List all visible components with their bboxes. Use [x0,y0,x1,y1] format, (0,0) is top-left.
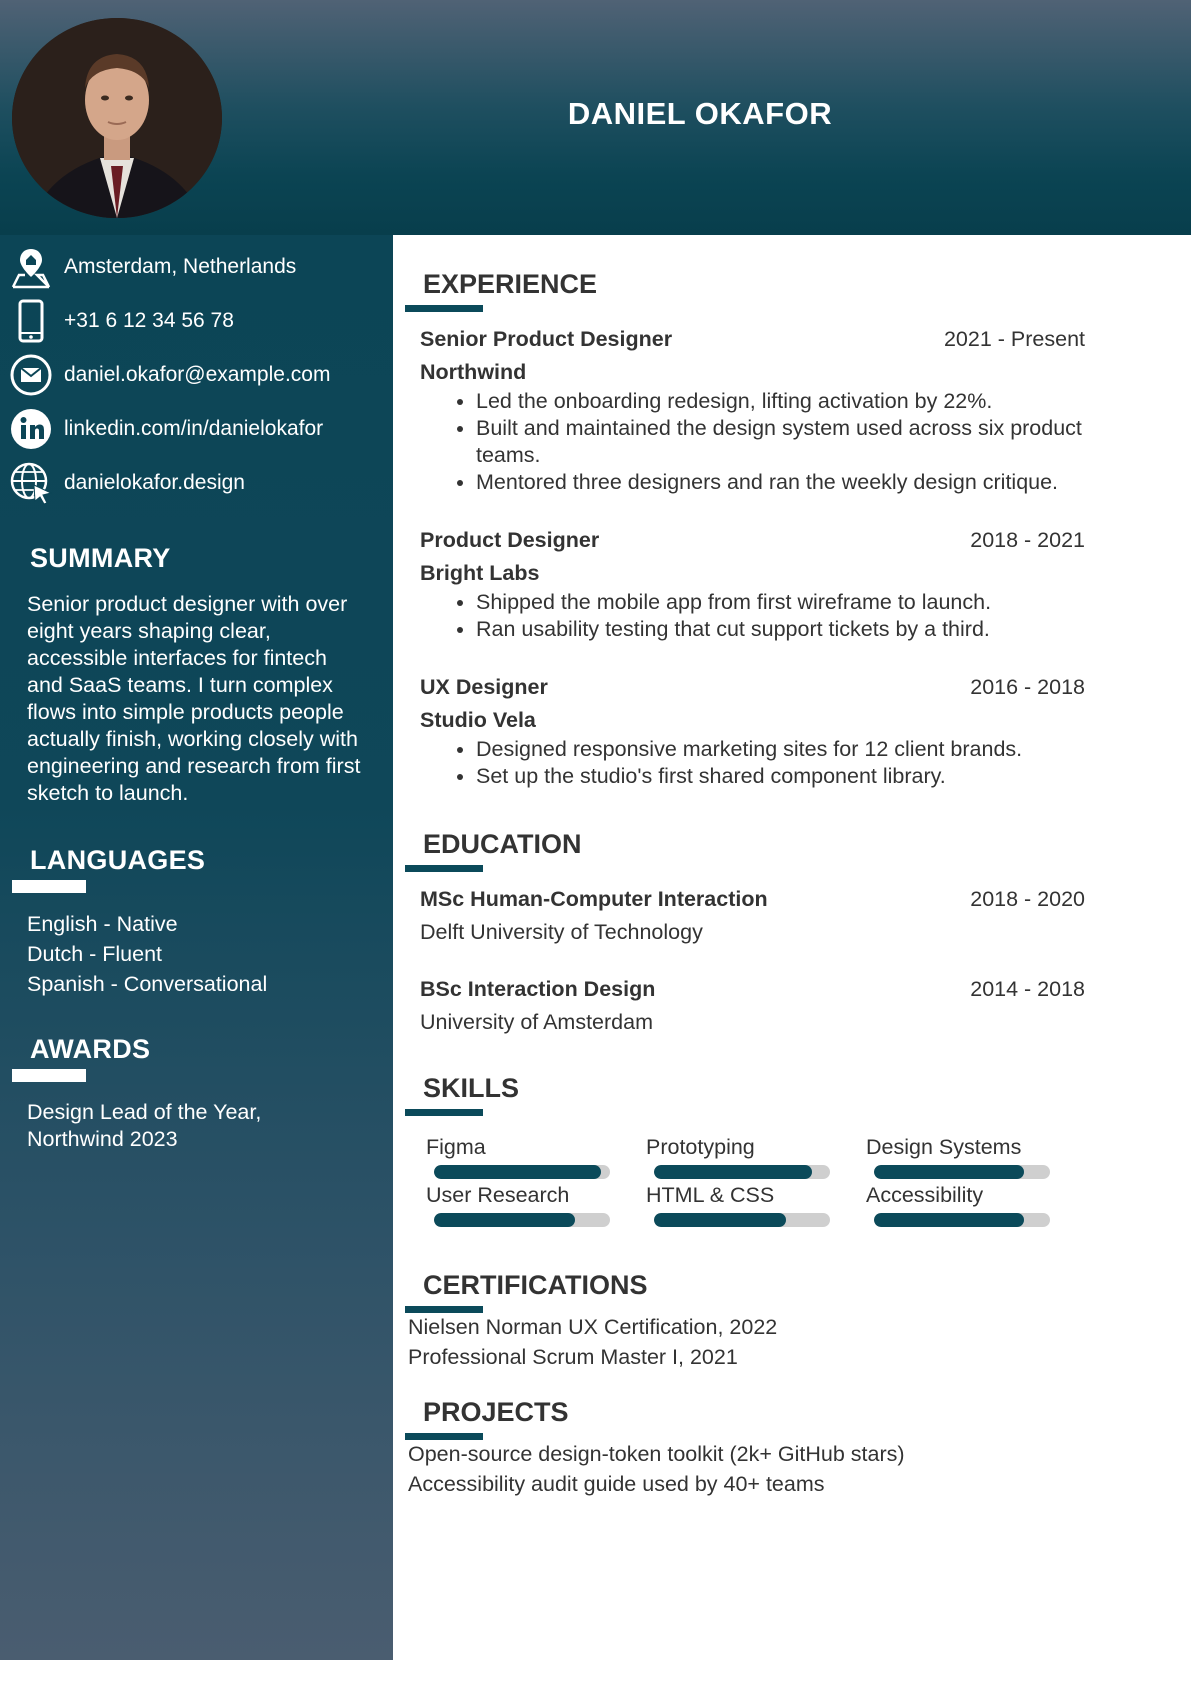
skill-label: HTML & CSS [646,1183,775,1207]
job-company: Studio Vela [420,708,536,732]
skill-label: Design Systems [866,1135,1022,1159]
contact-location-text: Amsterdam, Netherlands [64,255,297,278]
skill-label: User Research [426,1183,570,1207]
sidebar [0,235,393,1660]
job-title: Product Designer [420,528,600,552]
degree-title: BSc Interaction Design [420,977,656,1001]
languages-heading: LANGUAGES [30,845,206,875]
project-item: Open-source design-token toolkit (2k+ GitHub stars) [408,1442,905,1466]
mail-icon [8,352,54,398]
skill-level-bar [874,1165,1050,1179]
skill-level-bar [654,1165,830,1179]
education-heading: EDUCATION [423,829,582,859]
skill-level-fill [434,1213,575,1227]
certifications-heading: CERTIFICATIONS [423,1270,648,1300]
main-content [393,235,1191,1685]
job-company: Northwind [420,360,527,384]
degree-dates: 2018 - 2020 [970,887,1085,911]
contact-linkedin[interactable] [8,405,388,453]
degree-dates: 2014 - 2018 [970,977,1085,1001]
location-pin-icon [8,244,54,290]
projects-heading: PROJECTS [423,1397,569,1427]
candidate-name: DANIEL OKAFOR [567,96,833,131]
summary-heading: SUMMARY [30,543,171,573]
job-title: Senior Product Designer [420,327,673,351]
contact-location [8,243,388,291]
contact-email-text[interactable]: daniel.okafor@example.com [64,363,331,386]
experience-heading: EXPERIENCE [423,269,598,299]
education-underline [405,865,483,872]
job-title: UX Designer [420,675,548,699]
profile-photo [12,18,222,218]
job-bullets [446,589,1086,643]
skill-level-fill [654,1165,812,1179]
job-bullet: • Ran usability testing that cut support tickets by a third. [476,616,1086,643]
skill-level-bar [434,1213,610,1227]
languages-underline [12,880,86,893]
certification-item: Nielsen Norman UX Certification, 2022 [408,1315,778,1339]
contact-linkedin-text[interactable]: linkedin.com/in/danielokafor [64,417,324,440]
language-item: Spanish - Conversational [27,972,268,996]
contact-website-text[interactable]: danielokafor.design [64,471,245,494]
job-bullet: • Set up the studio's first shared component library. [476,763,1086,790]
languages-list [27,909,367,999]
contact-phone-text: +31 6 12 34 56 78 [64,309,234,332]
job-bullet: • Built and maintained the design system used across six product teams. [476,415,1086,469]
globe-cursor-icon [8,460,54,506]
job-company: Bright Labs [420,561,540,585]
skill-level-fill [874,1213,1024,1227]
skill-level-fill [874,1165,1024,1179]
awards-underline [12,1069,86,1082]
job-bullets [446,388,1086,496]
school-name: University of Amsterdam [420,1010,653,1034]
skill-label: Figma [426,1135,486,1159]
projects-underline [405,1433,483,1440]
linkedin-icon [8,406,54,452]
job-dates: 2018 - 2021 [970,528,1085,552]
contact-email[interactable] [8,351,388,399]
job-bullet: • Designed responsive marketing sites for 12 client brands. [476,736,1086,763]
school-name: Delft University of Technology [420,920,703,944]
job-dates: 2016 - 2018 [970,675,1085,699]
skill-level-bar [654,1213,830,1227]
skill-label: Accessibility [866,1183,984,1207]
skills-heading: SKILLS [423,1073,520,1103]
skill-level-bar [874,1213,1050,1227]
skills-underline [405,1109,483,1116]
summary-text: Senior product designer with over eight years shaping clear, accessible interfaces for fintech and SaaS teams. I turn complex flows into simple products people actually finish, working closely with engineering and research from first sketch to launch. [27,592,361,805]
header-banner [0,0,1191,235]
certifications-underline [405,1306,483,1313]
skill-level-fill [434,1165,601,1179]
project-item: Accessibility audit guide used by 40+ teams [408,1472,825,1496]
job-bullets [446,736,1086,790]
award-item: Design Lead of the Year, Northwind 2023 [27,1100,262,1151]
degree-title: MSc Human-Computer Interaction [420,887,768,911]
certification-item: Professional Scrum Master I, 2021 [408,1345,738,1369]
job-bullet: • Mentored three designers and ran the weekly design critique. [476,469,1086,496]
phone-icon [8,298,54,344]
contact-phone [8,297,388,345]
contact-website[interactable] [8,459,388,507]
skill-level-bar [434,1165,610,1179]
job-bullet: • Shipped the mobile app from first wireframe to launch. [476,589,1086,616]
job-dates: 2021 - Present [943,327,1085,351]
job-bullet: • Led the onboarding redesign, lifting activation by 22%. [476,388,1086,415]
awards-heading: AWARDS [30,1034,151,1064]
language-item: Dutch - Fluent [27,942,163,966]
experience-underline [405,305,483,312]
skill-level-fill [654,1213,786,1227]
language-item: English - Native [27,912,178,936]
person-portrait-icon [12,18,222,218]
skill-label: Prototyping [646,1135,755,1159]
